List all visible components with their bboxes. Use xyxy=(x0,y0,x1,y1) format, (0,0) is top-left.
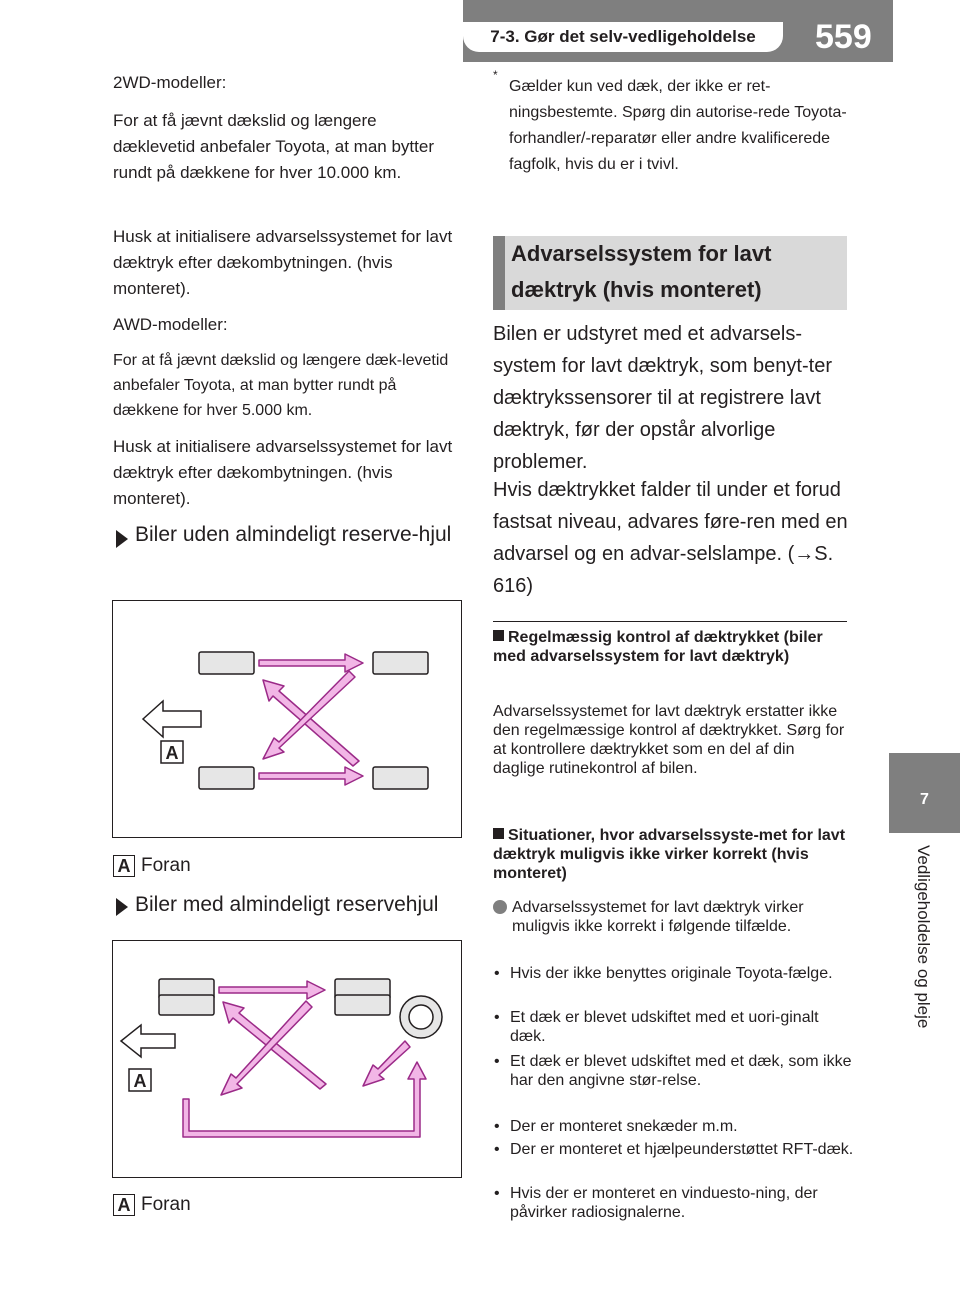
tire-rear-left xyxy=(199,767,254,789)
rotation-diagram-1 xyxy=(113,601,461,837)
list-item: • Et dæk er blevet udskiftet med et uori-ginalt dæk. xyxy=(510,1008,855,1046)
front-direction-arrow xyxy=(121,1025,175,1057)
tire-rotation-figure-no-spare xyxy=(112,600,462,838)
para-awd-body: For at få jævnt dækslid og længere dæk-levetid anbefaler Toyota, at man bytter rundt på dækkene for hver 5.000 km. xyxy=(113,352,449,419)
list-item: • Der er monteret snekæder m.m. xyxy=(510,1117,855,1136)
list-item: • Et dæk er blevet udskiftet med et dæk, som ikke har den angivne stør-relse. xyxy=(510,1052,855,1090)
subsection-title-situations: Situationer, hvor advarselssyste-met for lavt dæktryk muligvis ikke virker korrekt (hvis monteret) xyxy=(493,827,846,882)
footnote-text: Gælder kun ved dæk, der ikke er ret-ningsbestemte. Spørg din autorise-rede Toyota-forhandler/-reparatør eller andre kvalificerede fagfolk, hvis du er i tvivl. xyxy=(509,78,847,173)
arrow-spare xyxy=(363,1041,410,1086)
chapter-tab xyxy=(889,753,960,833)
caption-text: Foran xyxy=(141,855,191,876)
fig1-label-a: A xyxy=(165,743,179,763)
circle-bullet-icon xyxy=(493,900,507,914)
para-2wd-heading: 2WD-modeller: xyxy=(113,73,227,92)
tire-front-right xyxy=(373,652,428,674)
page-number: 559 xyxy=(815,18,872,56)
tire-rotation-figure-with-spare xyxy=(112,940,462,1178)
para-2wd-init: Husk at initialisere advarselssystemet for lavt dæktryk efter dækombytningen. (hvis monteret). xyxy=(113,227,453,298)
front-direction-arrow xyxy=(143,701,201,737)
chapter-title: Vedligeholdelse og pleje xyxy=(914,845,933,1029)
chapter-number: 7 xyxy=(920,791,929,808)
tire-front-left xyxy=(199,652,254,674)
section-title-box xyxy=(493,236,847,310)
para-awd-heading: AWD-modeller: xyxy=(113,315,228,334)
list-item: • Hvis der ikke benyttes originale Toyota-fælge. xyxy=(510,964,855,983)
triangle-bullet-icon xyxy=(116,530,128,548)
list-item: • Hvis der er monteret en vinduesto-ning, der påvirker radiosignalerne. xyxy=(510,1184,855,1222)
fig2-label-a: A xyxy=(133,1071,147,1091)
caption-front-1 xyxy=(113,853,191,879)
tire-rear-left xyxy=(159,995,214,1015)
section-title-line-2: dæktryk (hvis monteret) xyxy=(511,277,762,302)
triangle-bullet-icon xyxy=(116,898,128,916)
square-bullet-icon xyxy=(493,630,504,641)
para-awd-init: Husk at initialisere advarselssystemet for lavt dæktryk efter dækombytningen. (hvis monteret). xyxy=(113,437,453,508)
divider xyxy=(493,621,847,622)
situations-intro: Advarselssystemet for lavt dæktryk virker muligvis ikke korrekt i følgende tilfælde. xyxy=(512,899,804,935)
heading-with-spare: Biler med almindeligt reservehjul xyxy=(135,893,439,916)
heading-no-spare: Biler uden almindeligt reserve-hjul xyxy=(135,523,452,546)
arrow-bottom xyxy=(259,767,363,785)
caption-text: Foran xyxy=(141,1194,191,1215)
square-bullet-icon xyxy=(493,828,504,839)
rotation-diagram-2 xyxy=(113,941,461,1177)
caption-label-a: A xyxy=(113,1194,135,1216)
list-item: • Der er monteret et hjælpeunderstøttet RFT-dæk. xyxy=(510,1140,855,1159)
tire-rear-right xyxy=(373,767,428,789)
subsection-body-regular-check: Advarselssystemet for lavt dæktryk erstatter ikke den regelmæssige kontrol af dæktrykket. Sørg for at kontrollere dæktrykket som en del af din daglige rutinekontrol af bilen. xyxy=(493,703,845,777)
caption-front-2 xyxy=(113,1192,191,1218)
para-2wd-body: For at få jævnt dækslid og længere dæklevetid anbefaler Toyota, at man bytter rundt på dækkene for hver 10.000 km. xyxy=(113,111,434,182)
section-title: 7-3. Gør det selv-vedligeholdelse xyxy=(463,22,783,52)
section-title-line-1: Advarselssystem for lavt xyxy=(511,241,772,266)
caption-label-a: A xyxy=(113,855,135,877)
footnote-mark: * xyxy=(493,68,498,82)
intro-paragraph-1: Bilen er udstyret med et advarsels-system for lavt dæktryk, som benyt-ter dæktrykssensorer til at registrere lavt dæktryk, før der opstår alvorlige problemer. xyxy=(493,323,832,473)
chapter-label xyxy=(889,845,960,1085)
arrow-top xyxy=(219,981,325,999)
subsection-title-regular-check: Regelmæssig kontrol af dæktrykket (biler med advarselssystem for lavt dæktryk) xyxy=(493,629,823,665)
intro-paragraph-2: Hvis dæktrykket falder til under et forud fastsat niveau, advares føre-ren med en advarsel og en advar-selslampe. (→S. 616) xyxy=(493,479,848,597)
arrow-top xyxy=(259,654,363,672)
